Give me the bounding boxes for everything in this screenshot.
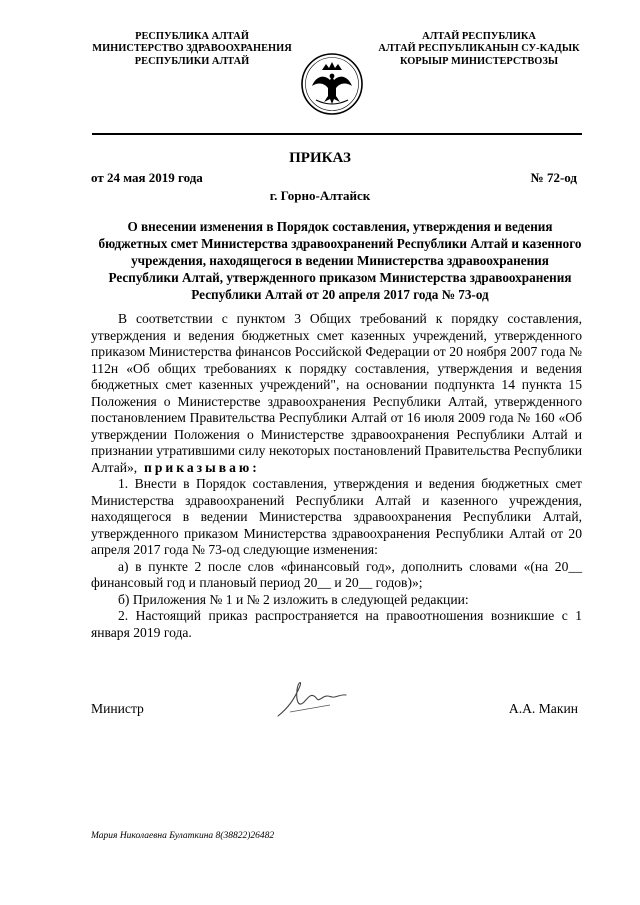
command-word: приказываю: <box>144 459 260 475</box>
ministry-name-altai: АЛТАЙ РЕСПУБЛИКА АЛТАЙ РЕСПУБЛИКАНЫН СУ-КАДЫК КОРЫЫР МИНИСТЕРСТВОЗЫ <box>378 31 580 67</box>
header-divider <box>92 133 582 135</box>
item-1: 1. Внести в Порядок составления, утверждения и ведения бюджетных смет Министерства здравоохранений Республики Алтай и казенного учреждения, находящегося в ведении Министерства здравоохранения Республики Алтай, утвержденного приказом Министерства здравоохранения Республики Алтай от 20 апреля 2017 года № 73-од следующие изменения: <box>91 476 582 557</box>
order-body <box>91 311 582 641</box>
order-city: г. Горно-Алтайск <box>269 188 371 203</box>
order-subject: О внесении изменения в Порядок составления, утверждения и ведения бюджетных смет Министерства здравоохранений Республики Алтай и казенного учреждения, находящегося в ведении Министерства здравоохранения Республики Алтай, утвержденного приказом Министерства здравоохранения Республики Алтай от 20 апреля 2017 года № 73-од <box>98 219 582 302</box>
intro-paragraph <box>91 311 582 476</box>
ministry-name-russian: РЕСПУБЛИКА АЛТАЙ МИНИСТЕРСТВО ЗДРАВООХРАНЕНИЯ РЕСПУБЛИКИ АЛТАЙ <box>92 31 292 67</box>
item-2: 2. Настоящий приказ распространяется на правоотношения возникшие с 1 января 2019 года. <box>91 608 582 640</box>
order-date: от 24 мая 2019 года <box>91 170 203 185</box>
altai-emblem-icon <box>300 52 364 116</box>
order-number: № 72-од <box>530 170 577 185</box>
signatory-name: А.А. Макин <box>508 701 578 716</box>
intro-text: В соответствии с пунктом 3 Общих требований к порядку составления, утверждения и ведения бюджетных смет казенных учреждений, утвержденного приказом Министерства финансов Российской Федерации от 20 ноября 2007 года № 112н «Об общих требованиях к порядку составления, утверждения и ведения бюджетных смет казенных учреждений", на основании подпункта 14 пункта 15 Положения о Министерстве здравоохранения Республики Алтай, утвержденного постановлением Правительства Республики Алтай от 16 июля 2009 года № 160 «Об утверждении Положения о Министерстве здравоохранения Республики Алтай и признании утратившими силу некоторых постановлений Правительства Республики Алтай», <box>91 311 582 475</box>
signatory-title: Министр <box>91 701 144 716</box>
item-1b: б) Приложения № 1 и № 2 изложить в следующей редакции: <box>118 591 469 607</box>
handwritten-signature-icon <box>270 672 370 722</box>
document-title: ПРИКАЗ <box>289 150 351 166</box>
executor-contact: Мария Николаевна Булаткина 8(38822)26482 <box>91 831 275 841</box>
item-1a: а) в пункте 2 после слов «финансовый год», дополнить словами «(на 20__ финансовый год и плановый период 20__ и 20__ годов)»; <box>91 558 582 590</box>
